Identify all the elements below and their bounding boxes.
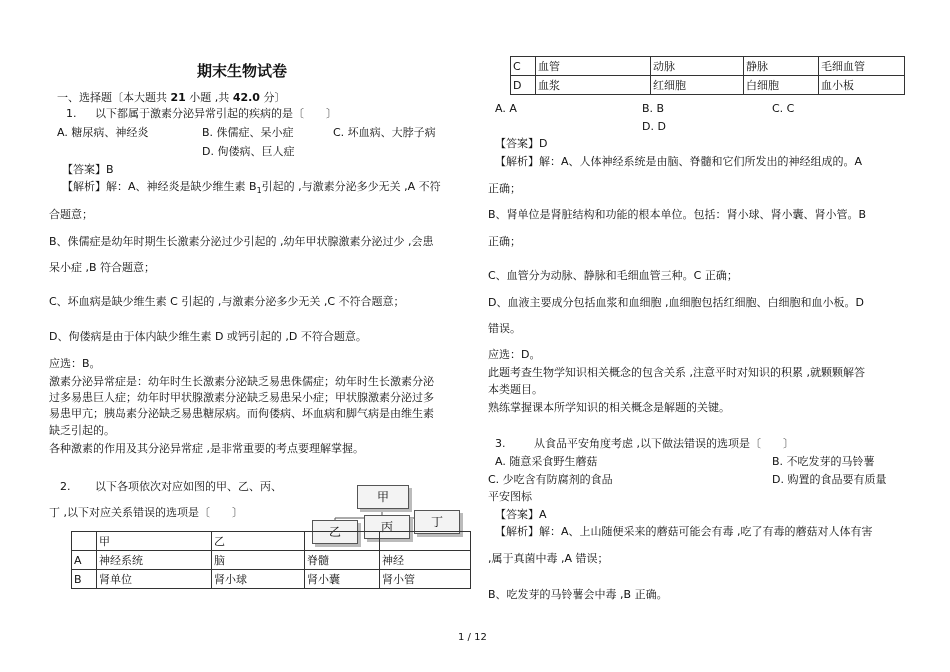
diagram-box-middle: 丙 <box>364 515 410 539</box>
q3-analysis-line: 【解析】解：A、上山随便采来的蘑菇可能会有毒 ,吃了有毒的蘑菇对人体有害 <box>495 525 873 538</box>
diagram-box-top: 甲 <box>357 485 409 509</box>
q1-answer: 【答案】B <box>62 163 114 176</box>
table-row: D 血浆 红细胞 白细胞 血小板 <box>511 76 905 95</box>
q3-option-d[interactable]: D. 购置的食品要有质量 <box>772 473 887 486</box>
q3-option-c[interactable]: C. 少吃含有防腐剂的食品 <box>488 473 613 486</box>
q2-answer: 【答案】D <box>495 137 548 150</box>
table-row: 甲 乙 <box>72 532 471 551</box>
q3-option-d-cont: 平安图标 <box>488 490 532 503</box>
q2-analysis-line: 正确； <box>488 235 521 248</box>
q3-analysis-line: ,属于真菌中毒 ,A 错误； <box>488 552 609 565</box>
table-row: B 肾单位 肾小球 肾小囊 肾小管 <box>72 570 471 589</box>
q1-analysis-line: 应选：B。 <box>49 357 101 370</box>
q1-option-a[interactable]: A. 糖尿病、神经炎 <box>57 126 149 139</box>
q2-analysis-line: 应选：D。 <box>488 348 541 361</box>
q2-analysis-line: 本类题目。 <box>488 383 543 396</box>
q2-analysis-line: 此题考查生物学知识相关概念的包含关系 ,注意平时对知识的积累 ,就颗颗解答 <box>488 366 865 379</box>
q2-analysis-line: C、血管分为动脉、静脉和毛细血管三种。C 正确； <box>488 269 738 282</box>
q2-number: 2. <box>60 480 71 493</box>
diagram-box-left: 乙 <box>312 520 358 544</box>
q2-analysis-line: D、血液主要成分包括血浆和血细胞 ,血细胞包括红细胞、白细胞和血小板。D <box>488 296 864 309</box>
q1-stem: 以下都属于激素分泌异常引起的疾病的是〔 〕 <box>95 107 337 120</box>
q2-stem: 以下各项依次对应如图的甲、乙、丙、 <box>95 480 282 493</box>
q3-stem: 从食品平安角度考虑 ,以下做法错误的选项是〔 〕 <box>534 437 794 450</box>
page-footer: 1 / 12 <box>458 632 487 643</box>
q1-analysis-line: 呆小症 ,B 符合题意； <box>49 261 156 274</box>
q1-analysis-line: 合题意； <box>49 208 93 221</box>
page-title: 期末生物试卷 <box>197 62 288 80</box>
q3-number: 3. <box>495 437 506 450</box>
q1-option-d[interactable]: D. 佝偻病、巨人症 <box>202 145 295 158</box>
q3-option-b[interactable]: B. 不吃发芽的马铃薯 <box>772 455 875 468</box>
q3-option-a[interactable]: A. 随意采食野生蘑菇 <box>495 455 598 468</box>
q2-analysis-line: 【解析】解：A、人体神经系统是由脑、脊髓和它们所发出的神经组成的。A <box>495 155 863 168</box>
q2-stem-cont: 丁 ,以下对应关系错误的选项是〔 〕 <box>49 506 243 519</box>
table-row: A 神经系统 脑 脊髓 神经 <box>72 551 471 570</box>
q1-option-c[interactable]: C. 坏血病、大脖子病 <box>333 126 436 139</box>
diagram-box-right: 丁 <box>414 510 460 534</box>
q2-option-b[interactable]: B. B <box>642 102 665 115</box>
q3-answer: 【答案】A <box>495 508 547 521</box>
q1-analysis-line: 【解析】解：A、神经炎是缺少维生素 $B_1$引起的 ,与激素分泌多少无关 ,A 不符 <box>62 180 441 196</box>
q1-analysis-line: B、侏儒症是幼年时期生长激素分泌过少引起的 ,幼年甲状腺激素分泌过少 ,会患 <box>49 235 434 248</box>
q3-analysis-line: B、吃发芽的马铃薯会中毒 ,B 正确。 <box>488 588 668 601</box>
q1-analysis-line: 过多易患巨人症；幼年时甲状腺激素分泌缺乏易患呆小症；甲状腺激素分泌过多 <box>49 391 434 404</box>
q1-option-b[interactable]: B. 侏儒症、呆小症 <box>202 126 294 139</box>
q2-option-c[interactable]: C. C <box>772 102 795 115</box>
q1-analysis-line: 缺乏引起的。 <box>49 424 115 437</box>
q1-analysis-line: D、佝偻病是由于体内缺少维生素 D 或钙引起的 ,D 不符合题意。 <box>49 330 367 343</box>
q2-table-cont <box>510 56 905 95</box>
q2-analysis-line: 熟练掌握课本所学知识的相关概念是解题的关键。 <box>488 401 730 414</box>
table-row: C 血管 动脉 静脉 毛细血管 <box>511 57 905 76</box>
q1-analysis-line: 各种激素的作用及其分泌异常症 ,是非常重要的考点要理解掌握。 <box>49 442 364 455</box>
section-header: 一、选择题〔本大题共 21 小题 ,共 42.0 分〕 <box>57 91 286 104</box>
q1-number: 1. <box>66 107 77 120</box>
q2-option-a[interactable]: A. A <box>495 102 517 115</box>
q2-analysis-line: 错误。 <box>488 322 521 335</box>
q1-analysis-line: C、坏血病是缺少维生素 C 引起的 ,与激素分泌多少无关 ,C 不符合题意； <box>49 295 405 308</box>
q2-analysis-line: 正确； <box>488 182 521 195</box>
q1-analysis-line: 易患甲亢；胰岛素分泌缺乏易患糖尿病。而佝偻病、坏血病和脚气病是由维生素 <box>49 407 434 420</box>
q2-table <box>71 531 471 589</box>
q2-option-d[interactable]: D. D <box>642 120 666 133</box>
q1-analysis-line: 激素分泌异常症是：幼年时生长激素分泌缺乏易患侏儒症；幼年时生长激素分泌 <box>49 375 434 388</box>
q2-analysis-line: B、肾单位是肾脏结构和功能的根本单位。包括：肾小球、肾小囊、肾小管。B <box>488 208 867 221</box>
